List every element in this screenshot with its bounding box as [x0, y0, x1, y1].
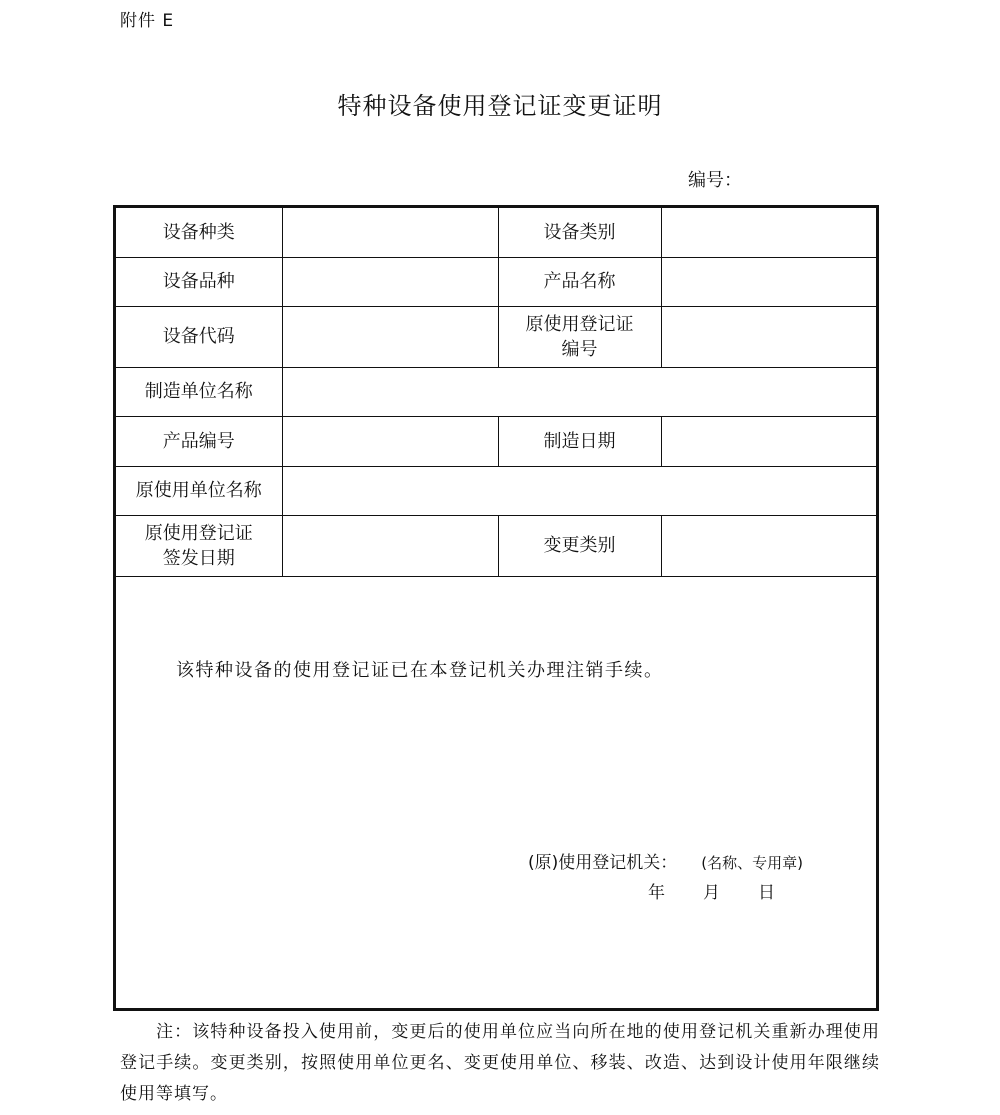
equipment-type-label: 设备种类 [116, 208, 282, 257]
certificate-number-label: 编号： [688, 170, 742, 191]
table-row [116, 515, 876, 576]
change-category-label: 变更类别 [498, 515, 661, 576]
orig-issue-date-label-line2: 签发日期 [162, 547, 235, 569]
orig-cert-number-value[interactable] [661, 306, 876, 367]
table-row [116, 466, 876, 515]
orig-cert-number-label [498, 306, 661, 367]
footnote: 注：该特种设备投入使用前，变更后的使用单位应当向所在地的使用登记机关重新办理使用登记手续。变更类别，按照使用单位更名、变更使用单位、移装、改造、达到设计使用年限继续使用等填写。 [120, 1022, 880, 1104]
product-name-value[interactable] [661, 257, 876, 306]
orig-cert-number-label-line1: 原使用登记证 [525, 313, 634, 335]
table-row [116, 208, 876, 257]
manufacture-date-value[interactable] [661, 416, 876, 466]
manufacture-date-label: 制造日期 [498, 416, 661, 466]
document-title: 特种设备使用登记证变更证明 [337, 92, 663, 120]
table-row [116, 257, 876, 306]
table-row [116, 416, 876, 466]
equipment-code-value[interactable] [282, 306, 498, 367]
attachment-label: 附件 E [120, 11, 175, 31]
change-category-value[interactable] [661, 515, 876, 576]
manufacturer-name-value[interactable] [282, 367, 876, 416]
orig-user-name-label: 原使用单位名称 [116, 466, 282, 515]
date-day-label: 日 [758, 883, 775, 903]
equipment-variety-value[interactable] [282, 257, 498, 306]
table-row [116, 367, 876, 416]
cancellation-statement: 该特种设备的使用登记证已在本登记机关办理注销手续。 [176, 660, 664, 681]
authority-label: (原)使用登记机关： [528, 853, 678, 873]
product-serial-label: 产品编号 [116, 416, 282, 466]
equipment-variety-label: 设备品种 [116, 257, 282, 306]
product-name-label: 产品名称 [498, 257, 661, 306]
equipment-type-value[interactable] [282, 208, 498, 257]
date-month-label: 月 [703, 883, 720, 903]
date-year-label: 年 [648, 883, 665, 903]
orig-issue-date-label-line1: 原使用登记证 [144, 522, 253, 544]
orig-issue-date-value[interactable] [282, 515, 498, 576]
seal-label: (名称、专用章) [701, 854, 803, 872]
certificate-form [113, 205, 879, 1011]
product-serial-value[interactable] [282, 416, 498, 466]
orig-cert-number-label-line2: 编号 [561, 338, 598, 360]
orig-user-name-value[interactable] [282, 466, 876, 515]
authority-signature-line [528, 848, 803, 873]
date-line [648, 878, 813, 903]
table-row [116, 306, 876, 367]
equipment-code-label: 设备代码 [116, 306, 282, 367]
manufacturer-name-label: 制造单位名称 [116, 367, 282, 416]
orig-issue-date-label [116, 515, 282, 576]
equipment-info-table [116, 208, 876, 577]
equipment-category-value[interactable] [661, 208, 876, 257]
equipment-category-label: 设备类别 [498, 208, 661, 257]
